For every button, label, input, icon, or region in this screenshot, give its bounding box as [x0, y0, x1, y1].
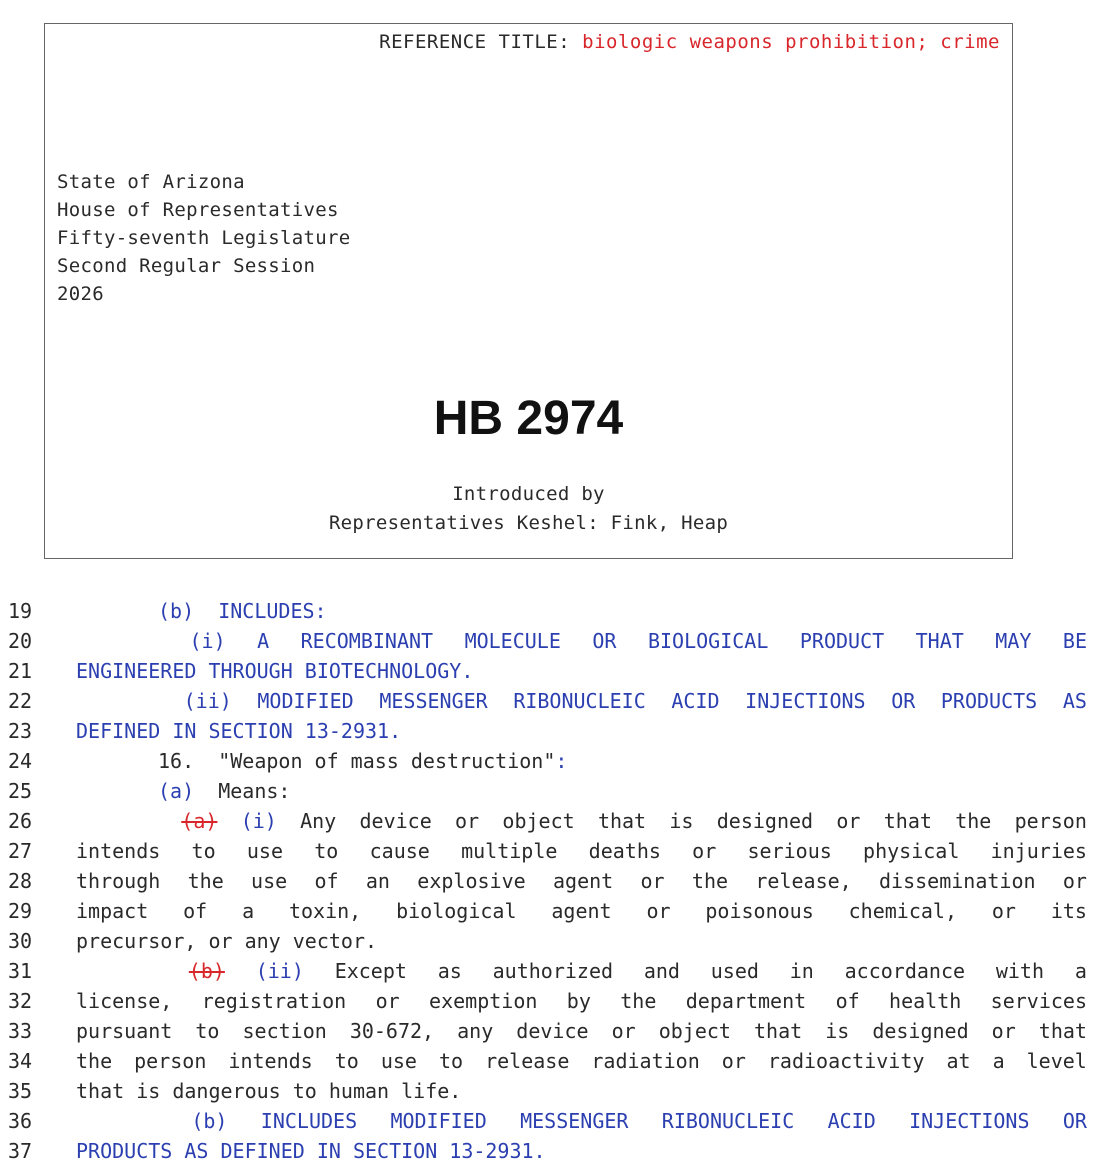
word: person [1014, 809, 1087, 833]
word: to [314, 839, 339, 863]
word: the [76, 1049, 113, 1073]
line-number: 34 [8, 1049, 33, 1073]
line-text [76, 986, 1087, 1016]
bill-line [0, 626, 1101, 656]
word: ACID [827, 1109, 876, 1133]
word: or [692, 839, 717, 863]
indent-spacer [76, 806, 158, 836]
line-number: 27 [8, 839, 33, 863]
indent-spacer [76, 596, 158, 626]
line-number: 36 [8, 1109, 33, 1133]
word: biological [396, 899, 517, 923]
word: Except [334, 959, 407, 983]
word: MAY [995, 629, 1032, 653]
word: person [134, 1049, 207, 1073]
introduced-by: Introduced by [452, 483, 605, 505]
line-number: 23 [8, 719, 33, 743]
word: poisonous [705, 899, 814, 923]
word: dissemination [879, 869, 1036, 893]
line-text [76, 836, 1087, 866]
line-text [76, 686, 1087, 716]
reference-title-text: biologic weapons prohibition; crime [582, 31, 1000, 53]
word: (ii) [183, 689, 232, 713]
word: (a) [181, 809, 218, 833]
word: section [242, 1019, 327, 1043]
session-info [57, 168, 350, 308]
line-text [76, 1106, 1087, 1136]
line-content: PRODUCTS AS DEFINED IN SECTION 13-2931. [76, 1139, 546, 1163]
word: INJECTIONS [909, 1109, 1030, 1133]
line-number: 37 [8, 1139, 33, 1163]
word: that [753, 1019, 803, 1043]
word: level [1026, 1049, 1087, 1073]
line-text [76, 776, 1087, 806]
word: or [611, 1019, 636, 1043]
line-text [76, 896, 1087, 926]
word: authorized [492, 959, 614, 983]
line-text [76, 926, 1087, 956]
word: or [991, 1019, 1016, 1043]
indent-spacer [76, 776, 158, 806]
word: radioactivity [767, 1049, 925, 1073]
word: a [992, 1049, 1005, 1073]
reference-title-label: REFERENCE TITLE: [379, 31, 571, 53]
word: or [375, 989, 400, 1013]
bill-line [0, 656, 1101, 686]
word: use [251, 869, 288, 893]
word: agent [551, 899, 612, 923]
word: pursuant [76, 1019, 173, 1043]
word: multiple [461, 839, 558, 863]
bill-line [0, 1106, 1101, 1136]
word: that [1038, 1019, 1087, 1043]
line-number: 35 [8, 1079, 33, 1103]
word: or [991, 899, 1016, 923]
bill-line [0, 1016, 1101, 1046]
word: RIBONUCLEIC [661, 1109, 795, 1133]
session-line: State of Arizona [57, 171, 245, 193]
line-text [76, 596, 1087, 626]
word: designed [716, 809, 814, 833]
word: device [359, 809, 432, 833]
bill-text [0, 596, 1101, 1166]
line-content: 16. "Weapon of mass destruction": [158, 749, 568, 773]
line-number: 24 [8, 749, 33, 773]
word: PRODUCT [799, 629, 885, 653]
word: injuries [990, 839, 1087, 863]
word: impact [76, 899, 149, 923]
line-number: 25 [8, 779, 33, 803]
line-text [76, 1136, 1087, 1166]
word: is [669, 809, 694, 833]
word: a [242, 899, 255, 923]
word: AS [1062, 689, 1087, 713]
word: at [946, 1049, 971, 1073]
word: registration [201, 989, 347, 1013]
word: an [365, 869, 390, 893]
word: 30-672, [349, 1019, 435, 1043]
bill-number: HB 2974 [433, 392, 624, 445]
line-content: ENGINEERED THROUGH BIOTECHNOLOGY. [76, 659, 474, 683]
indent-spacer [76, 626, 158, 656]
word: release [485, 1049, 570, 1073]
word: Any [300, 809, 337, 833]
line-number: 26 [8, 809, 33, 833]
word: designed [872, 1019, 969, 1043]
line-text [76, 866, 1087, 896]
word: use [246, 839, 284, 863]
word: accordance [844, 959, 966, 983]
word: services [990, 989, 1087, 1013]
word: license, [76, 989, 173, 1013]
word: exemption [429, 989, 538, 1013]
line-text [76, 656, 1087, 686]
word: THAT [915, 629, 964, 653]
word: through [76, 869, 161, 893]
word: OR [592, 629, 617, 653]
word: by [566, 989, 591, 1013]
bill-line [0, 896, 1101, 926]
word: the [691, 869, 729, 893]
indent-spacer [76, 956, 158, 986]
word: cause [369, 839, 430, 863]
line-content: (a) Means: [158, 779, 291, 803]
word: the [955, 809, 992, 833]
word: or [640, 869, 665, 893]
bill-line [0, 806, 1101, 836]
line-number: 29 [8, 899, 33, 923]
bill-line [0, 866, 1101, 896]
session-line: 2026 [57, 283, 104, 305]
bill-line [0, 926, 1101, 956]
word: or [1062, 869, 1087, 893]
word: to [191, 839, 216, 863]
session-line: Second Regular Session [57, 255, 316, 277]
line-number: 21 [8, 659, 33, 683]
word: department [685, 989, 807, 1013]
bill-line [0, 956, 1101, 986]
word: ACID [671, 689, 720, 713]
word: the [187, 869, 224, 893]
word: (b) [191, 1109, 228, 1133]
line-text [76, 806, 1087, 836]
word: or [721, 1049, 746, 1073]
word: MODIFIED [257, 689, 354, 713]
word: to [334, 1049, 359, 1073]
word: (ii) [255, 959, 304, 983]
word: that [883, 809, 932, 833]
word: in [789, 959, 814, 983]
session-line: Fifty-seventh Legislature [57, 227, 351, 249]
word: and [643, 959, 680, 983]
word: use [380, 1049, 417, 1073]
word: INJECTIONS [745, 689, 866, 713]
word: (i) [189, 629, 226, 653]
word: PRODUCTS [940, 689, 1038, 713]
line-content: DEFINED IN SECTION 13-2931. [76, 719, 402, 743]
line-text [76, 746, 1087, 776]
word: RECOMBINANT [300, 629, 434, 653]
word: MESSENGER [379, 689, 488, 713]
line-number: 32 [8, 989, 33, 1013]
word: that [597, 809, 647, 833]
word: physical [863, 839, 960, 863]
session-line: House of Representatives [57, 199, 339, 221]
word: its [1050, 899, 1087, 923]
word: as [437, 959, 462, 983]
line-content: (b) INCLUDES: [158, 599, 327, 623]
line-content: precursor, or any vector. [76, 929, 378, 953]
word: toxin, [288, 899, 362, 923]
line-number: 33 [8, 1019, 33, 1043]
word: explosive [417, 869, 526, 893]
line-number: 19 [8, 599, 33, 623]
word: intends [228, 1049, 313, 1073]
line-number: 31 [8, 959, 33, 983]
word: A [257, 629, 270, 653]
word: chemical, [848, 899, 957, 923]
bill-line [0, 1136, 1101, 1166]
bill-line [0, 746, 1101, 776]
word: object [658, 1019, 731, 1043]
word: RIBONUCLEIC [513, 689, 646, 713]
word: or [455, 809, 480, 833]
word: MODIFIED [390, 1109, 487, 1133]
word: INCLUDES [260, 1109, 358, 1133]
word: the [620, 989, 657, 1013]
word: OR [1062, 1109, 1087, 1133]
line-text [76, 956, 1087, 986]
indent-spacer [76, 746, 158, 776]
bill-line [0, 716, 1101, 746]
bill-line [0, 836, 1101, 866]
word: release, [755, 869, 852, 893]
word: BE [1062, 629, 1087, 653]
word: a [1074, 959, 1087, 983]
word: MESSENGER [520, 1109, 629, 1133]
line-number: 28 [8, 869, 33, 893]
line-number: 30 [8, 929, 33, 953]
word: BIOLOGICAL [647, 629, 769, 653]
bill-line [0, 686, 1101, 716]
bill-line [0, 1046, 1101, 1076]
word: or [836, 809, 861, 833]
line-content: that is dangerous to human life. [76, 1079, 462, 1103]
bill-line [0, 776, 1101, 806]
word: radiation [591, 1049, 700, 1073]
line-text [76, 1016, 1087, 1046]
word: agent [552, 869, 614, 893]
reference-title [379, 31, 1000, 53]
word: (i) [240, 809, 277, 833]
bill-cover-box [44, 23, 1013, 559]
sponsors: Representatives Keshel: Fink, Heap [328, 512, 729, 534]
line-number: 20 [8, 629, 33, 653]
bill-line [0, 596, 1101, 626]
word: MOLECULE [464, 629, 561, 653]
word: is [825, 1019, 850, 1043]
word: of [183, 899, 208, 923]
word: with [995, 959, 1045, 983]
bill-line [0, 1076, 1101, 1106]
word: health [889, 989, 962, 1013]
line-text [76, 1046, 1087, 1076]
word: serious [747, 839, 832, 863]
word: used [710, 959, 759, 983]
word: object [502, 809, 575, 833]
word: (b) [188, 959, 225, 983]
word: of [835, 989, 860, 1013]
line-text [76, 626, 1087, 656]
line-text [76, 716, 1087, 746]
word: or [646, 899, 671, 923]
word: to [438, 1049, 464, 1073]
bill-line [0, 986, 1101, 1016]
word: to [195, 1019, 220, 1043]
indent-spacer [76, 1106, 158, 1136]
word: deaths [588, 839, 661, 863]
word: any [457, 1019, 494, 1043]
indent-spacer [76, 686, 158, 716]
word: OR [891, 689, 916, 713]
introduced-by-block [45, 480, 1012, 538]
word: of [314, 869, 339, 893]
line-number: 22 [8, 689, 33, 713]
word: device [516, 1019, 589, 1043]
word: intends [76, 839, 161, 863]
line-text [76, 1076, 1087, 1106]
